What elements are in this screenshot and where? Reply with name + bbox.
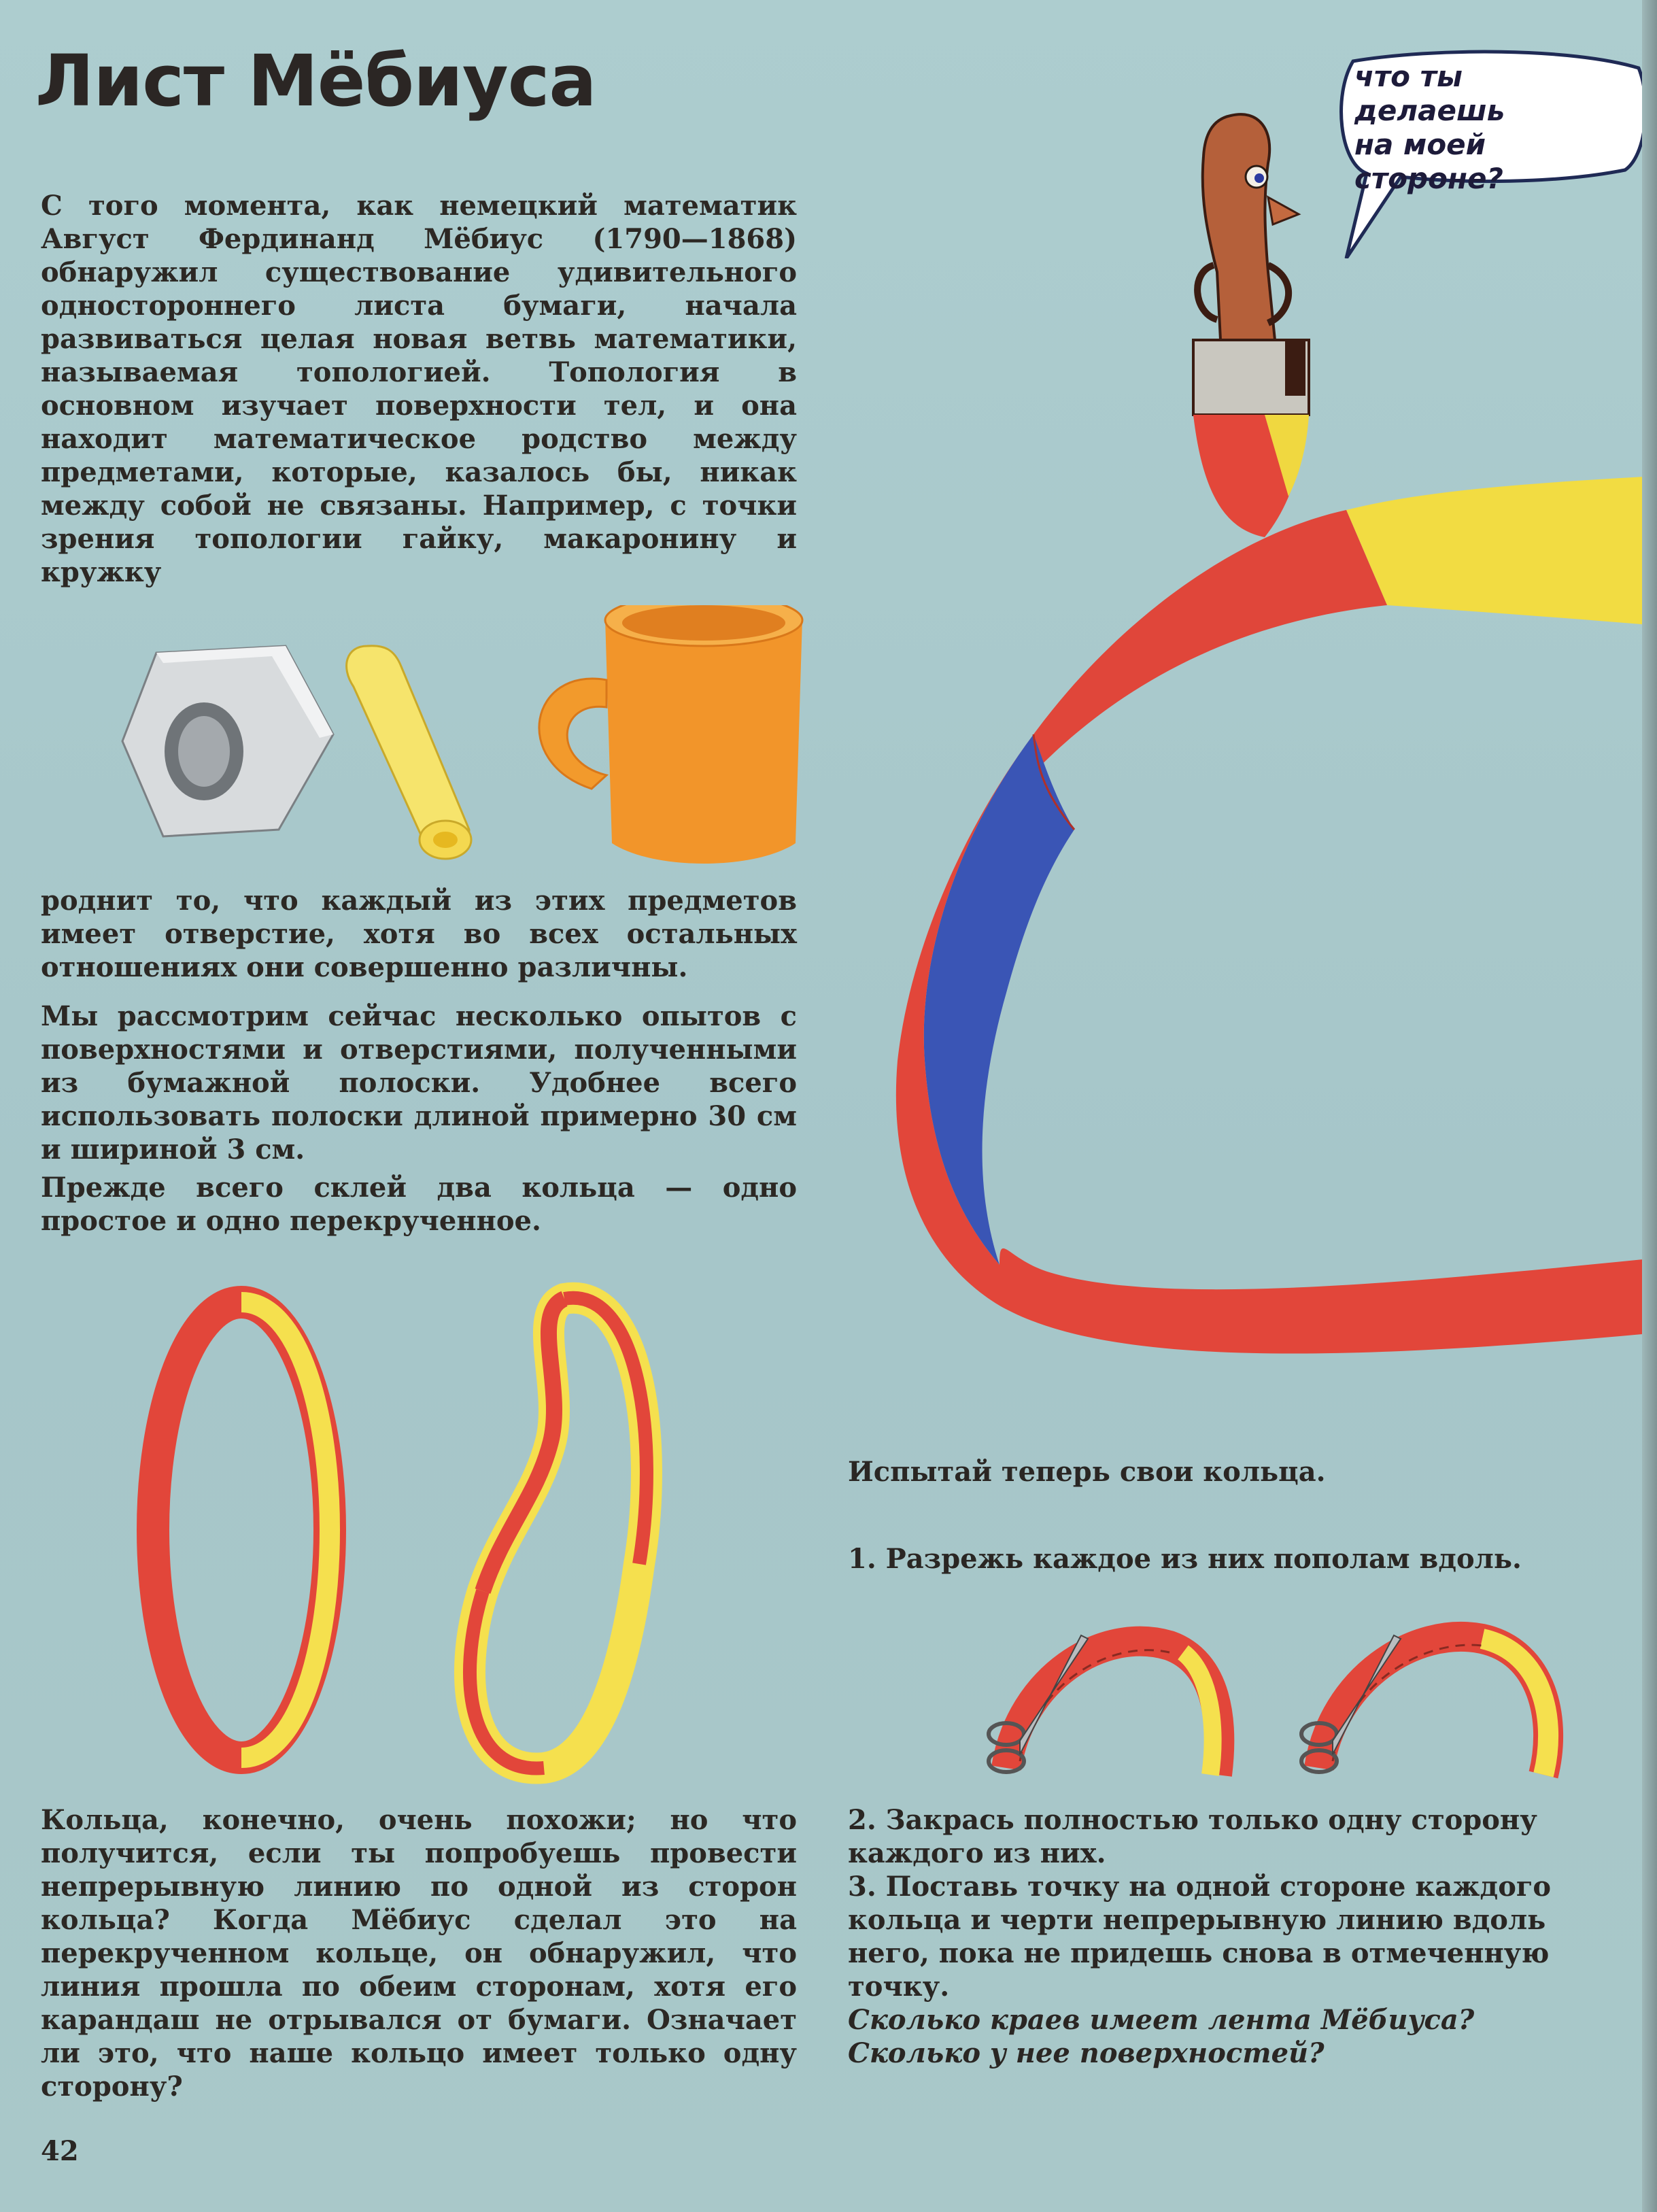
rings-paragraph: Кольца, конечно, очень похожи; но что получится, если ты попробуешь провести непрерывную линию по одной из сторон кольца? Когда Мёбиус сделал это на перекрученном кольце, он обнаружил, что линия прошла по обеим сторонам, хотя его карандаш не отрывался от бумаги. Означает ли это, что наше кольцо имеет только одну сторону? (41, 1804, 797, 2103)
speech-line-3: стороне? (1354, 162, 1503, 195)
page-number: 42 (41, 2135, 79, 2167)
step-1-text: 1. Разрежь каждое из них пополам вдоль. (848, 1543, 1522, 1575)
page-edge-shadow (1642, 0, 1657, 2212)
speech-bubble-text (1354, 60, 1613, 196)
simple-ring-illustration (129, 1278, 354, 1782)
experiments-paragraph: Мы рассмотрим сейчас несколько опытов с поверхностями и отверстиями, полученными из бумажной полоски. Удобнее всего использовать полоски длиной примерно 30 см и шириной 3 см. (41, 1000, 797, 1165)
continuation-paragraph: роднит то, что каждый из этих предметов имеет отверстие, хотя во всех остальных отношениях они совершенно различны. (41, 885, 797, 983)
speech-line-1: что ты делаешь (1354, 60, 1505, 127)
step-3-text: 3. Поставь точку на одной стороне каждого кольца и черти непрерывную линию вдоль него, пока не придешь снова в отмеченную точку. (848, 1871, 1552, 2003)
scissors-cutting-rings-illustration (979, 1598, 1577, 1782)
speech-line-2: на моей (1354, 128, 1486, 161)
twisted-ring-illustration (442, 1272, 673, 1788)
step-2-text: 2. Закрась полностью только одну сторону каждого из них. (848, 1804, 1537, 1869)
paintbrush-character (1129, 95, 1346, 544)
page-title: Лист Мёбиуса (35, 39, 596, 122)
intro-paragraph: С того момента, как немецкий математик Август Фердинанд Мёбиус (1790—1868) обнаружил существование удивительного одностороннего листа бумаги, начала развиваться целая новая ветвь математики, называемая топологией. Топология в основном изучает поверхности тел, и она находит математическое родство между предметами, которые, казалось бы, никак между собой не связаны. Например, с точки зрения топологии гайку, макаронину и кружку (41, 190, 797, 588)
mobius-ribbon-illustration (870, 449, 1657, 1414)
try-now-text: Испытай теперь свои кольца. (848, 1456, 1326, 1488)
steps-block (848, 1803, 1609, 2070)
nut-macaroni-mug-illustration (116, 605, 823, 891)
glue-paragraph: Прежде всего склей два кольца — одно простое и одно перекрученное. (41, 1172, 797, 1237)
question-text: Сколько краев имеет лента Мёбиуса? Сколько у нее поверхностей? (848, 2004, 1475, 2069)
